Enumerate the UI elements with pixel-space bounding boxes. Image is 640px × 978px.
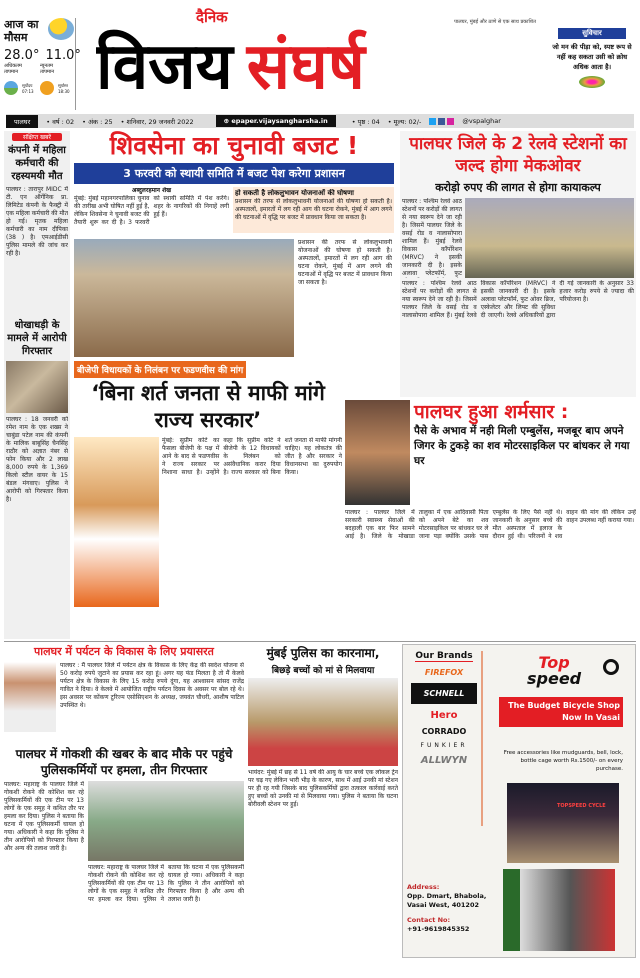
bjp-kicker: बीजेपी विधायकों के निलंबन पर फडणवीस की मांग	[74, 361, 246, 378]
contact-label: Contact No:	[407, 916, 451, 924]
brief-body: पालघर : तारापुर MIDC में टी. एन ऑर्गेनिक प्रा. लिमिटेड कंपनी के फैक्ट्री में एक महिला कर्मचारी की मौत हो गई। मृतक महिला कर्मचारी का नाम दीपिका (38 ) है। एमआईडीसी पुलिस मामले की जांच कर रही है।	[6, 186, 68, 257]
info-bar	[6, 114, 634, 128]
box-body: प्रशासन की तरफ से लोकलुभावनी योजनाओं की घोषणा हो सकती है। अस्पतालों, इमारतों में लग रही आग की घटना रोकने, मुंबई में आग लगने की घटनाओं में वृद्धि पर बजट में प्रावधान किया जा सकता है।	[235, 198, 392, 221]
masthead	[96, 8, 542, 110]
masthead-prefix: दैनिक	[196, 8, 228, 26]
brands-title: Our Brands	[415, 651, 473, 661]
lead-body: मुंबई: मुंबई महानगरपालिका चुनाव की तारीख अभी घोषित नहीं हुई है, लेकिन शिवसेना ने चुनावी बजट की तैयारी शुरू कर दी है। 3 फरवरी को स्थायी समिति में पेश करेंगे। शहर के नागरिकों की निगाहें लगी हुई हैं।	[74, 195, 229, 226]
cow-body-cont: पालघर: महाराष्ट्र के पालघर जिले में गोकशी रोकने की कोशिश कर रहे पुलिसकर्मियों की एक टीम पर 13 लोगों के एक समूह ने कथित तौर पर हमला कर दिया। पुलिस ने बताया कि घटना में एक पुलिसकर्मी घायल हो गया। अधिकारी ने कहा कि पुलिस ने तीन आरोपियों को गिरफ्तार किया है और अन्य की तलाश जारी है।	[88, 864, 244, 903]
lead-body-cont: प्रशासन की तरफ से लोकलुभावनी योजनाओं की घोषणा हो सकती है। अस्पतालों, इमारतों में लग रही आग की घटना रोकने, मुंबई में आग लगने की घटनाओं में वृद्धि पर बजट में प्रावधान किया जा सकता है।	[298, 239, 392, 286]
ad-banner: The Budget Bicycle Shop Now In Vasai	[499, 697, 623, 727]
website: epaper.vijaysangharsha.in	[231, 117, 328, 125]
facebook-icon[interactable]	[438, 118, 445, 125]
twitter-icon[interactable]	[429, 118, 436, 125]
instagram-icon[interactable]	[447, 118, 454, 125]
police-subhead: बिछड़े बच्चों को मां से मिलवाया	[271, 666, 375, 676]
tourism-story	[4, 644, 244, 744]
police-children-photo	[248, 678, 398, 766]
fadnavis-photo	[74, 437, 159, 607]
brief-headline: धोखाधड़ी के मामले में आरोपी गिरफ्तार	[7, 320, 67, 357]
weather-title: आज का मौसम	[4, 18, 39, 44]
suvichar-text: जो मन की पीड़ा को, स्पष्ट रूप से नहीं कह सकता उसी को क्रोध अधिक आता है।	[552, 43, 632, 71]
ad-offer: Free accessories like mudguards, bell, lock, bottle cage worth Rs.1500/- on every purchase.	[503, 750, 623, 772]
date: • शनिवार, 29 जनवरी 2022	[120, 117, 194, 126]
max-label: अधिकतम तापमान	[4, 63, 22, 75]
byline: अब्दुलरहमान शेख	[131, 187, 172, 194]
topspeed-logo	[527, 655, 581, 687]
min-label: न्यूनतम तापमान	[40, 63, 55, 75]
police-headline: मुंबई पुलिस का कारनामा,	[266, 646, 380, 660]
sunrise: सूर्योदय 07:13	[22, 82, 34, 94]
address: Opp. Dmart, Bhabola, Vasai West, 401202	[407, 892, 487, 909]
bmc-building-photo	[74, 239, 294, 357]
police-story	[248, 644, 398, 976]
sun-cloud-icon	[48, 18, 74, 40]
brief-headline: कंपनी में महिला कर्मचारी की रहस्यमयी मौत	[8, 145, 66, 182]
rail-headline: पालघर जिले के 2 रेलवे स्टेशनों का जल्द होगा मेकओवर	[409, 134, 627, 176]
masthead-name-red: संघर्ष	[246, 30, 365, 104]
railway-station-photo	[465, 198, 634, 278]
logo-bottom: speed	[527, 669, 582, 688]
max-temp: 28.0°	[4, 48, 40, 63]
website-link[interactable]: ⊕ epaper.vijaysangharsha.in	[216, 115, 336, 127]
social-handle[interactable]: @vspalghar	[462, 117, 501, 125]
rail-subhead: करोड़ो रुपए की लागत से होगा कायाकल्प	[435, 181, 601, 194]
suvichar-label: सुविचार	[558, 28, 626, 39]
brief-column	[4, 131, 70, 639]
rail-story	[400, 131, 636, 397]
bjp-headline: ‘बिना शर्त जनता से माफी मांगे राज्य सरकार’	[91, 381, 325, 432]
brand-firefox: FIREFOX	[424, 668, 464, 677]
suvichar-box	[548, 28, 636, 88]
address-label: Address:	[407, 883, 440, 891]
topspeed-ad[interactable]	[402, 644, 636, 958]
lead-story	[74, 131, 394, 357]
shame-story	[345, 400, 636, 640]
brand-funkier: FUNKIER	[420, 742, 468, 749]
rail-body: पालघर : पश्चिम रेलवे आठ स्टेशनों पर करोड़ों की लागत से नया स्वरूप देने जा रही है। जिसमें पालघर जिले के वसई रोड व नालासोपारा शामिल हैं। मुंबई रेलवे विकास कॉर्पोरेशन (MRVC) ने इसकी जानकारी दी है। इसके अलावा प्लेटफॉर्म, फुट	[402, 198, 462, 277]
bicycle-wheel-icon	[603, 659, 619, 675]
box-title: हो सकती है लोकलुभावन योजनाओं की घोषणा	[235, 189, 354, 197]
min-temp: 11.0°	[45, 48, 81, 63]
lead-headline: शिवसेना का चुनावी बजट !	[109, 131, 359, 160]
cow-body: पालघर: महाराष्ट्र के पालघर जिले में गोकशी रोकने की कोशिश कर रहे पुलिसकर्मियों की एक टीम पर 13 लोगों के एक समूह ने कथित तौर पर हमला कर दिया। पुलिस ने बताया कि घटना में एक पुलिसकर्मी घायल हो गया। अधिकारी ने कहा कि पुलिस ने तीन आरोपियों को गिरफ्तार किया है और अन्य की तलाश जारी है।	[4, 781, 84, 852]
lead-subhead: 3 फरवरी को स्थायी समिति में बजट पेश करेगा प्रशासन	[74, 163, 394, 184]
cow-headline: पालघर में गोकशी की खबर के बाद मौके पर पहुंचे पुलिसकर्मियों पर हमला, तीन गिरफ्तार	[15, 747, 233, 777]
pages: • पृष्ठ : 04	[351, 117, 380, 126]
bjp-story	[74, 358, 342, 640]
logo-top: Top	[538, 653, 570, 672]
police-body: भायंदर: मुंबई में छह से 11 वर्ष की आयु के चार बच्चे एक लोकल ट्रेन पर चढ़ गए लेकिन भारी भीड़ के कारण, साथ में आई उनकी मां स्टेशन पर ही रह गयी जिसके बाद पुलिसकर्मियों द्वारा तत्काल कार्रवाई करते हुए बच्चों को उनकी मां से मिलवाया गया। पुलिस ने बताया कि घटना बोरीवली स्टेशन पर हुई।	[248, 769, 398, 808]
shop-sign: TOPSPEED CYCLE	[557, 803, 606, 809]
cattle-shed-photo	[88, 781, 244, 861]
flower-icon	[579, 76, 605, 88]
brand-corrado: CORRADO	[421, 727, 467, 736]
masthead-name-black: विजय	[96, 30, 233, 104]
shame-headline: पालघर हुआ शर्मसार :	[414, 401, 569, 423]
sunset: सूर्यास्त 18:30	[58, 82, 70, 94]
brief-label: संक्षिप्त खबरें	[12, 133, 62, 141]
mp-photo	[4, 662, 56, 732]
child-photo	[345, 400, 410, 505]
sunrise-icon	[4, 81, 18, 95]
tourism-headline: पालघर में पर्यटन के विकास के लिए प्रयासरत	[34, 645, 214, 658]
bjp-body: मुंबई: सुप्रीम कोर्ट का फैसला बीजेपी के पक्ष में आने के बाद से फडणवीस ने राज्य सरकार पर निशाना साधा है। उन्होंने कहा कि सुप्रीम कोर्ट ने बीजेपी के 12 विधायकों के निलंबन को असंवैधानिक करार दिया है। राज्य सरकार को बिना शर्त जनता से माफी मांगनी चाहिए। यह लोकतंत्र की जीत है और सरकार ने विधानसभा का दुरुपयोग किया।	[162, 437, 342, 476]
contact-number[interactable]: +91-9619845352	[407, 925, 470, 933]
brand-schnell: SCHNELL	[411, 683, 477, 704]
tourism-body: पालघर : मैं पालघर जिले में पर्यटन क्षेत्र के विकास के लिए केंद्र की स्वदेश योजना से 50 करोड़ रुपये जुटाने का प्रयास कर रहा हूं। अगर यह फंड मिलता है तो मैं केलवे पर्यटन क्षेत्र के विकास के लिए 15 करोड़ रुपये दूंगा, यह आश्वासन सांसद राजेंद्र गावित ने दिया। वे केलवे में आयोजित राष्ट्रीय पर्यटन दिवस के अवसर पर बोल रहे थे। इस अवसर पर कोंकण टूरिज्म एसोसिएशन के अध्यक्ष, जयवंत चौधरी, आशीष पाटिल उपस्थित थे।	[60, 662, 244, 709]
price: • मूल्य: 02/-	[387, 117, 422, 126]
rail-body-cont: पालघर : पश्चिम रेलवे आठ स्टेशनों पर करोड़ों की लागत से नया स्वरूप देने जा रही है। जिसमें पालघर जिले के वसई रोड व नालासोपारा शामिल हैं। मुंबई रेलवे विकास कॉर्पोरेशन (MRVC) ने इसकी जानकारी दी है। इसके अलावा प्लेटफॉर्म, फुट ओवर ब्रिज, एस्केलेटर और लिफ्ट की सुविधा दी जाएगी। रेलवे अधिकारियों द्वारा दी गई जानकारी के अनुसार 33 हजार करोड़ रुपये से ज्यादा की परियोजना है।	[402, 280, 634, 319]
shop-interior-photo	[503, 869, 615, 951]
issue: • अंक : 25	[82, 117, 113, 126]
brief-body: पालघर : 18 जनवरी को रमेश नाम के एक शख्स ने चाबुंडा पटेल नाम की कंपनी के मालिक बाबूसिंह चैनसिंह राठौर को अज्ञात नंबर से फोन किया और 2 लाख 8,000 रुपये के 1,369 किलो स्टील वायर के 15 बंडल मंगवाए। पुलिस ने आरोपी को गिरफ्तार किया है।	[6, 416, 68, 503]
masthead-tagline: पालघर, मुंबई और ठाणे से एक साथ प्रकाशित	[454, 19, 536, 25]
arrest-photo	[6, 361, 68, 413]
brand-allwyn: ALLWYN	[420, 755, 468, 766]
shame-body: पालघर : पालघर जिले में सरकारी स्वास्थ्य सेवाओं की बदहाली एक बार फिर सामने आई है। जिले के मोखाडा तालुका में एक आदिवासी पिता को अपने बेटे का शव मोटरसाइकिल पर बांधकर घर ले जाना पड़ा क्योंकि उसके पास एम्बुलेंस के लिए पैसे नहीं थे। जानकारी के अनुसार बच्चे की मौत अस्पताल में इलाज के दौरान हुई थी। परिजनों ने शव वाहन की मांग की लेकिन उन्हें वाहन उपलब्ध नहीं कराया गया।	[345, 509, 636, 540]
weather-box	[4, 18, 81, 110]
cow-story	[4, 746, 244, 976]
sunset-icon	[40, 81, 54, 95]
shame-subhead: पैसे के अभाव में नही मिली एम्बुलेंस, मजबूर बाप अपने जिगर के टुकड़े का शव मोटरसाइकिल पर बांधकर ले गया घर	[414, 425, 630, 467]
city-label: पालघर	[6, 115, 38, 128]
shop-front-photo	[507, 783, 619, 863]
year: • वर्ष : 02	[46, 117, 75, 126]
brand-hero: Hero	[430, 710, 458, 721]
